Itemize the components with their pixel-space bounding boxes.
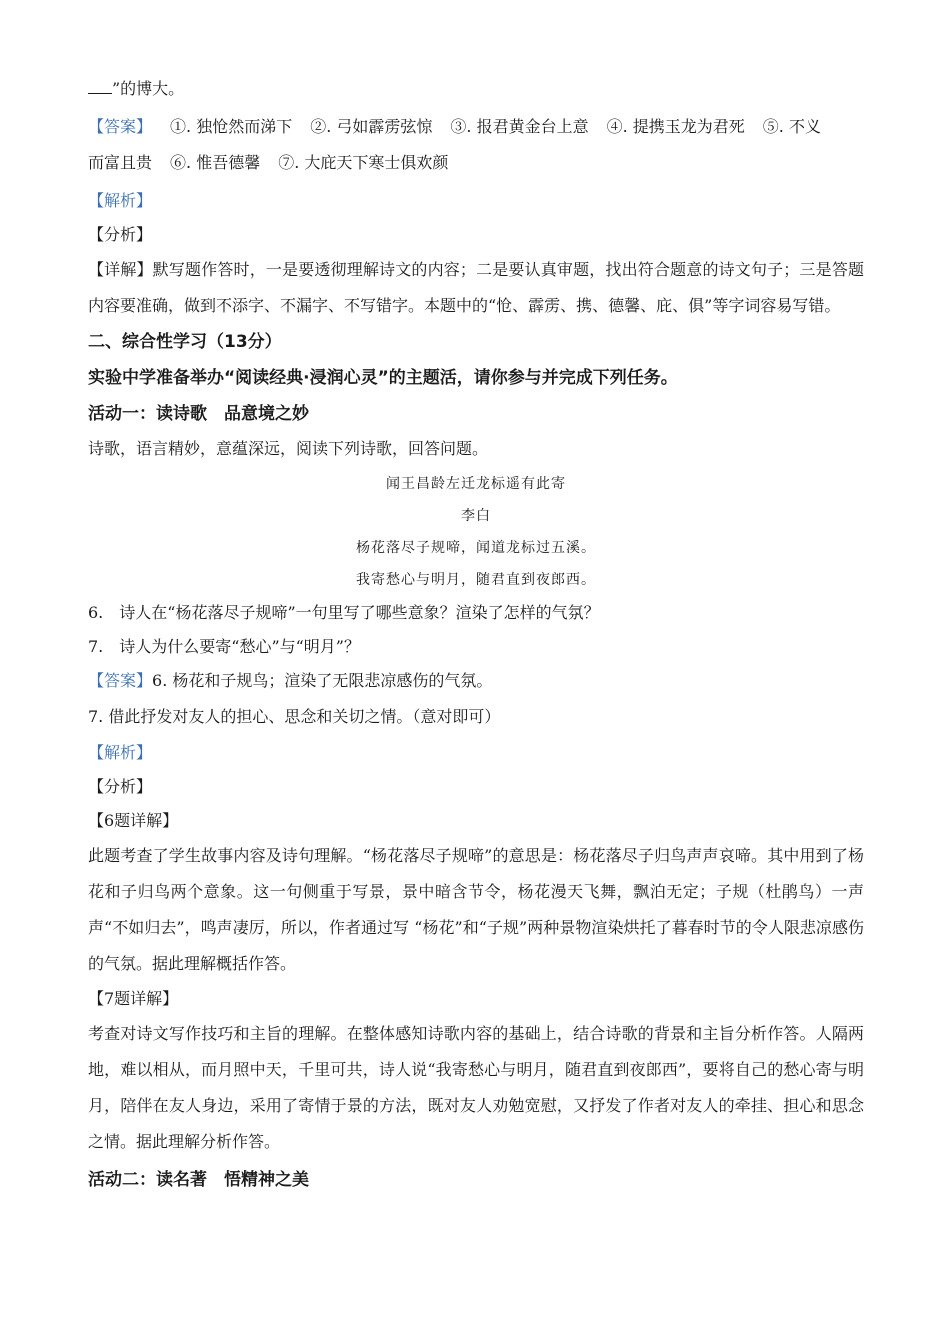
- answer-tag-2: 【答案】: [88, 671, 153, 690]
- document-page: [88, 72, 864, 1198]
- q7-detail-tag: 【7题详解】: [88, 989, 179, 1008]
- poem-line-1: 杨花落尽子规啼，闻道龙标过五溪。: [356, 540, 596, 556]
- question-7: 7. 诗人为什么要寄“愁心”与“明月”？: [88, 637, 360, 656]
- q7-detail-paragraph: 考查对诗文写作技巧和主旨的理解。在整体感知诗歌内容的基础上，结合诗歌的背景和主旨分析作答。人隔两地，难以相从，而月照中天，千里可共，诗人说“我寄愁心与明月，随君直到夜郎西”，要将自己的愁心寄与明月，陪伴在友人身边，采用了寄情于景的方法，既对友人劝勉宽慰，又抒发了作者对友人的牵挂、担心和思念之情。据此理解分析作答。: [88, 1024, 864, 1151]
- jiexi-tag-1: 【解析】: [88, 191, 153, 210]
- blank-underline: [88, 79, 112, 94]
- section-2-title: 二、综合性学习（13分）: [88, 332, 282, 352]
- fenxi-tag-1: 【分析】: [88, 225, 153, 244]
- q6-detail-paragraph: 此题考查了学生故事内容及诗句理解。“杨花落尽子规啼”的意思是：杨花落尽子归鸟声声哀啼。其中用到了杨花和子归鸟两个意象。这一句侧重于写景，景中暗含节令，杨花漫天飞舞，飘泊无定；子规（杜鹃鸟）一声声“不如归去”，鸣声凄厉，所以，作者通过写 “杨花”和“子规”两种景物渲染烘托了暮春时节的令人限悲凉感伤的气氛。据此理解概括作答。: [88, 846, 864, 973]
- poem-author: 李白: [461, 508, 491, 524]
- answer-1-line-2: 而富且贵 ⑥. 惟吾德馨 ⑦. 大庇天下寒士俱欢颜: [88, 153, 449, 172]
- fill-blank-tail: ”的博大。: [88, 72, 864, 106]
- detail-paragraph-1: 【详解】默写题作答时，一是要透彻理解诗文的内容；二是要认真审题，找出符合题意的诗文句子；三是答题内容要准确，做到不添字、不漏字、不写错字。本题中的“怆、霹雳、携、德馨、庇、俱”等字词容易写错。: [88, 260, 864, 315]
- answer-tag: 【答案】: [88, 117, 153, 136]
- question-6: 6. 诗人在“杨花落尽子规啼”一句里写了哪些意象？渲染了怎样的气氛？: [88, 603, 600, 622]
- activity-1-title: 活动一：读诗歌 品意境之妙: [88, 404, 309, 424]
- answer-2-line-1: 【答案】6. 杨花和子规鸟；渲染了无限悲凉感伤的气氛。: [88, 671, 493, 690]
- q6-detail-tag: 【6题详解】: [88, 811, 179, 830]
- fenxi-tag-2: 【分析】: [88, 777, 153, 796]
- answer-2-line-2: 7. 借此抒发对友人的担心、思念和关切之情。（意对即可）: [88, 707, 501, 726]
- answer-1-line-1: 【答案】 ①. 独怆然而涕下 ②. 弓如霹雳弦惊 ③. 报君黄金台上意 ④. 提携玉龙为君死 ⑤. 不义: [88, 117, 821, 136]
- poem-title: 闻王昌龄左迁龙标遥有此寄: [386, 476, 566, 492]
- jiexi-tag-2: 【解析】: [88, 743, 153, 762]
- poem-lead: 诗歌，语言精妙，意蕴深远，阅读下列诗歌，回答问题。: [88, 439, 489, 458]
- poem-block: [88, 466, 864, 596]
- activity-2-title: 活动二：读名著 悟精神之美: [88, 1170, 309, 1190]
- poem-line-2: 我寄愁心与明月，随君直到夜郎西。: [356, 572, 596, 588]
- section-2-intro: 实验中学准备举办“阅读经典·浸润心灵”的主题活，请你参与并完成下列任务。: [88, 368, 678, 388]
